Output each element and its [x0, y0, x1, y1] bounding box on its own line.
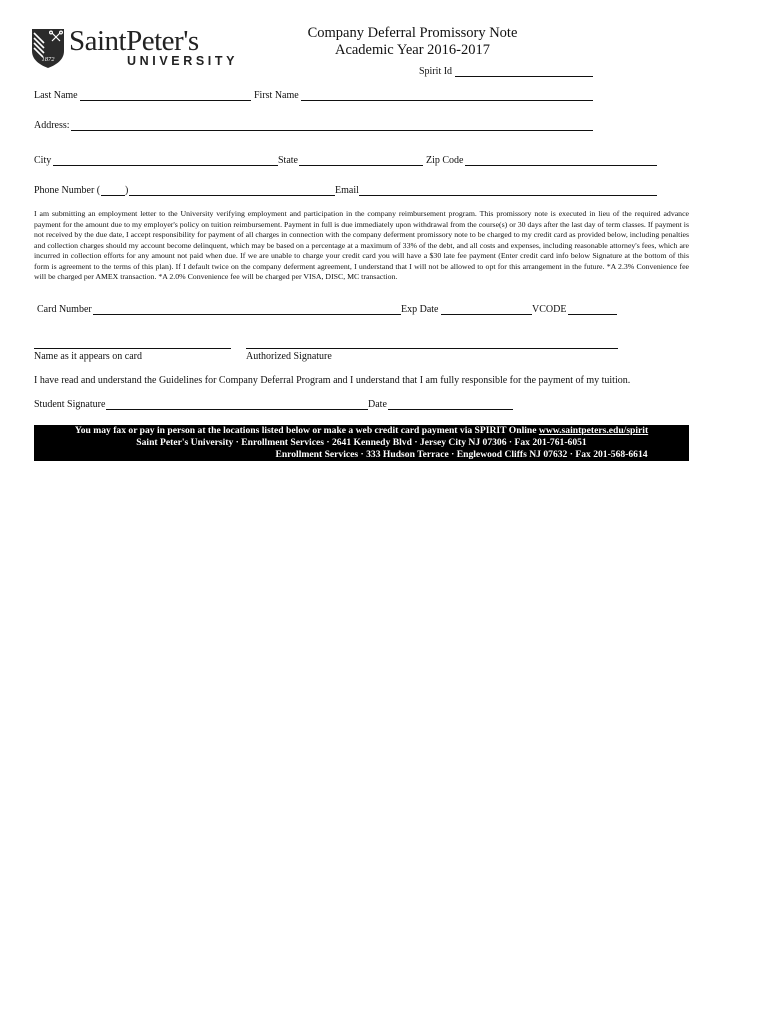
banner-line-2: Saint Peter's University · Enrollment Services · 2641 Kennedy Blvd · Jersey City NJ 07306 · Fax 201-761-6051	[136, 437, 587, 448]
city-field[interactable]	[53, 165, 278, 166]
student-signature-label: Student Signature	[34, 399, 106, 410]
name-on-card-label: Name as it appears on card	[34, 351, 143, 362]
student-signature-field[interactable]	[106, 409, 368, 410]
logo-wordmark: SaintPeter's	[69, 25, 199, 57]
university-shield-logo	[30, 27, 66, 69]
email-field[interactable]	[359, 195, 657, 196]
date-label: Date	[368, 399, 387, 410]
phone-number-field[interactable]	[129, 195, 335, 196]
banner-line-3: Enrollment Services · 333 Hudson Terrace · Englewood Cliffs NJ 07632 · Fax 201-568-6614	[275, 449, 648, 460]
exp-date-label: Exp Date	[401, 304, 439, 315]
email-label: Email	[335, 185, 359, 196]
last-name-label: Last Name	[34, 90, 78, 101]
zip-field[interactable]	[465, 165, 657, 166]
phone-area-code-field[interactable]	[101, 195, 125, 196]
spirit-id-label: Spirit Id	[419, 66, 453, 77]
name-on-card-field[interactable]	[34, 348, 231, 349]
authorized-signature-field[interactable]	[246, 348, 618, 349]
spirit-id-field[interactable]	[455, 76, 593, 77]
banner-text: You may fax or pay in person at the locations listed below or make a web credit card payment via SPIRIT Online	[74, 425, 539, 436]
address-label: Address:	[34, 120, 70, 131]
zip-label: Zip Code	[426, 155, 464, 166]
agreement-paragraph: I am submitting an employment letter to the University verifying employment and participation in the company reimbursement program. This promissory note is executed in lieu of the required advance payment for the amount due to my employer's policy on tuition reimbursement. Payment in full is due immediately upon withdrawal from the course(s) or 30 days after the last day of term classes. If payment is not received by the due date, I accept responsibility for payment of all charges in connection with the company deferment promissory note to be charged to my credit card as provided below, including penalties and collection charges should my account become delinquent, which may be based on a percentage at a maximum of 33% of the debt, and all costs and expenses, including reasonable attorney's fees, which are incurred in collection efforts for any amount not paid when due. If we are unable to charge your credit card you will have a $30 late fee payment (Enter credit card info below Signature at the bottom of this form is agreement to the terms of this plan). If I default twice on the company deferment agreement, I understand that I will not be allowed to opt for this arrangement in the future. *A 2.3% Convenience fee will be charged per AMEX transaction. *A 2.0% Convenience fee will be charged per VISA, DISC, MC transaction.	[34, 209, 689, 281]
phone-paren: )	[125, 185, 129, 196]
banner-line-1	[34, 425, 689, 437]
address-field[interactable]	[71, 130, 593, 131]
spirit-link[interactable]: www.saintpeters.edu/spirit	[538, 425, 649, 436]
academic-year: Academic Year 2016-2017	[334, 42, 491, 58]
first-name-field[interactable]	[301, 100, 593, 101]
acknowledgement-text: I have read and understand the Guidelines for Company Deferral Program and I understand that I am fully responsible for the payment of my tuition.	[34, 375, 631, 386]
first-name-label: First Name	[254, 90, 299, 101]
card-number-label: Card Number	[37, 304, 92, 315]
logo-university-label: UNIVERSITY	[127, 54, 239, 68]
authorized-signature-label: Authorized Signature	[246, 351, 332, 362]
city-label: City	[34, 155, 52, 166]
date-field[interactable]	[388, 409, 513, 410]
phone-label: Phone Number (	[34, 185, 101, 196]
payment-info-banner	[34, 425, 689, 461]
exp-date-field[interactable]	[441, 314, 532, 315]
state-label: State	[278, 155, 298, 166]
form-title: Company Deferral Promissory Note	[307, 25, 518, 41]
founding-year: 1872	[41, 56, 55, 63]
vcode-field[interactable]	[568, 314, 617, 315]
last-name-field[interactable]	[80, 100, 251, 101]
vcode-label: VCODE	[532, 304, 567, 315]
state-field[interactable]	[299, 165, 423, 166]
card-number-field[interactable]	[93, 314, 401, 315]
